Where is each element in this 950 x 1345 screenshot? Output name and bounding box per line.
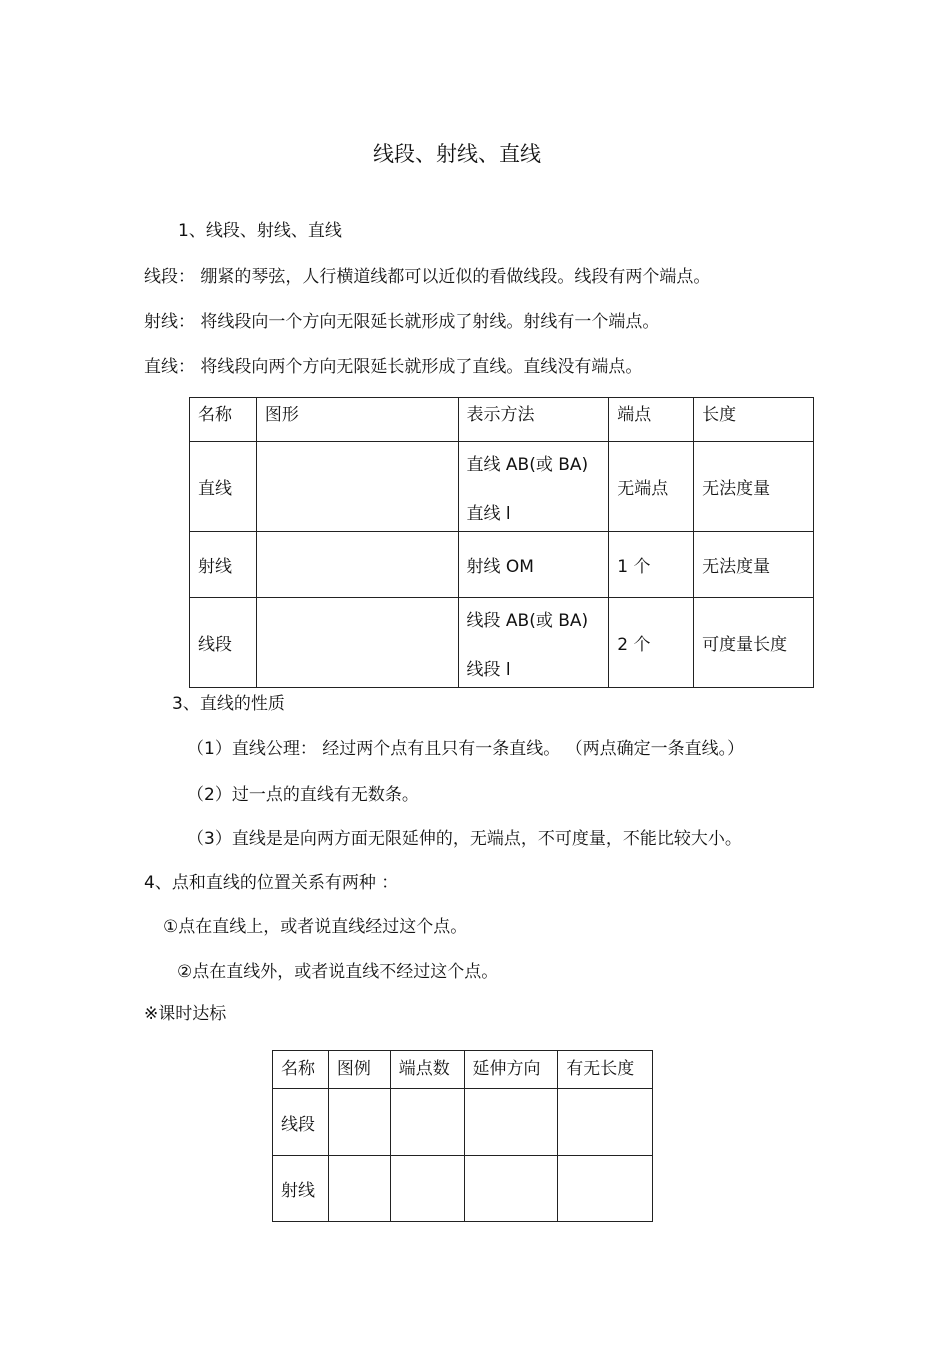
- practice-table: [272, 1050, 653, 1222]
- endpoints-cell: 1 个: [609, 532, 694, 598]
- notation-cell: 射线 OM: [458, 532, 609, 598]
- figure-cell: [256, 442, 458, 532]
- header-cell: 端点数: [390, 1051, 464, 1089]
- table-row: [273, 1156, 653, 1222]
- length-cell: 可度量长度: [694, 598, 814, 688]
- header-cell: 名称: [190, 398, 257, 442]
- length-cell: 无法度量: [694, 532, 814, 598]
- practice-heading: ※课时达标: [144, 1004, 227, 1024]
- notation-cell: [458, 598, 609, 688]
- position-item-1: ①点在直线上，或者说直线经过这个点。: [163, 917, 468, 937]
- section1-heading: 1、线段、射线、直线: [178, 221, 342, 241]
- table-row: [273, 1089, 653, 1156]
- blank-cell: [464, 1156, 558, 1222]
- blank-cell: [558, 1089, 653, 1156]
- definition-ray: 射线： 将线段向一个方向无限延长就形成了射线。射线有一个端点。: [144, 312, 660, 332]
- name-cell: 射线: [190, 532, 257, 598]
- property-item-1: （1）直线公理： 经过两个点有且只有一条直线。 （两点确定一条直线。）: [187, 739, 745, 759]
- section3-heading: 3、直线的性质: [172, 694, 285, 714]
- header-cell: 名称: [273, 1051, 329, 1089]
- name-cell: 线段: [190, 598, 257, 688]
- table-header-row: [190, 398, 814, 442]
- notation-cell: [458, 442, 609, 532]
- blank-cell: [558, 1156, 653, 1222]
- table-header-row: [273, 1051, 653, 1089]
- blank-cell: [390, 1089, 464, 1156]
- header-cell: 图形: [256, 398, 458, 442]
- blank-cell: [328, 1156, 390, 1222]
- definition-line: 直线： 将线段向两个方向无限延长就形成了直线。直线没有端点。: [144, 357, 643, 377]
- definition-segment: 线段： 绷紧的琴弦，人行横道线都可以近似的看做线段。线段有两个端点。: [144, 267, 711, 287]
- header-cell: 表示方法: [458, 398, 609, 442]
- notation-line2: 线段 l: [466, 659, 511, 680]
- section4-heading: 4、点和直线的位置关系有两种 ：: [144, 873, 399, 893]
- table-row: [190, 532, 814, 598]
- blank-cell: [390, 1156, 464, 1222]
- figure-cell: [256, 598, 458, 688]
- header-cell: 图例: [328, 1051, 390, 1089]
- header-cell: 有无长度: [558, 1051, 653, 1089]
- blank-cell: [464, 1089, 558, 1156]
- name-cell: 线段: [273, 1089, 329, 1156]
- notation-line1: 直线 AB(或 BA): [466, 454, 589, 475]
- table-row: [190, 442, 814, 532]
- page-title: 线段、射线、直线: [373, 142, 541, 166]
- property-item-3: （3）直线是是向两方面无限延伸的，无端点，不可度量，不能比较大小。: [187, 829, 742, 849]
- name-cell: 直线: [190, 442, 257, 532]
- length-cell: 无法度量: [694, 442, 814, 532]
- position-item-2: ②点在直线外，或者说直线不经过这个点。: [177, 962, 499, 982]
- notation-line2: 直线 l: [466, 503, 511, 524]
- header-cell: 延伸方向: [464, 1051, 558, 1089]
- endpoints-cell: 无端点: [609, 442, 694, 532]
- table-row: [190, 598, 814, 688]
- name-cell: 射线: [273, 1156, 329, 1222]
- property-item-2: （2）过一点的直线有无数条。: [187, 785, 419, 805]
- header-cell: 端点: [609, 398, 694, 442]
- comparison-table: [189, 397, 814, 688]
- blank-cell: [328, 1089, 390, 1156]
- endpoints-cell: 2 个: [609, 598, 694, 688]
- header-cell: 长度: [694, 398, 814, 442]
- notation-line1: 线段 AB(或 BA): [466, 610, 589, 631]
- figure-cell: [256, 532, 458, 598]
